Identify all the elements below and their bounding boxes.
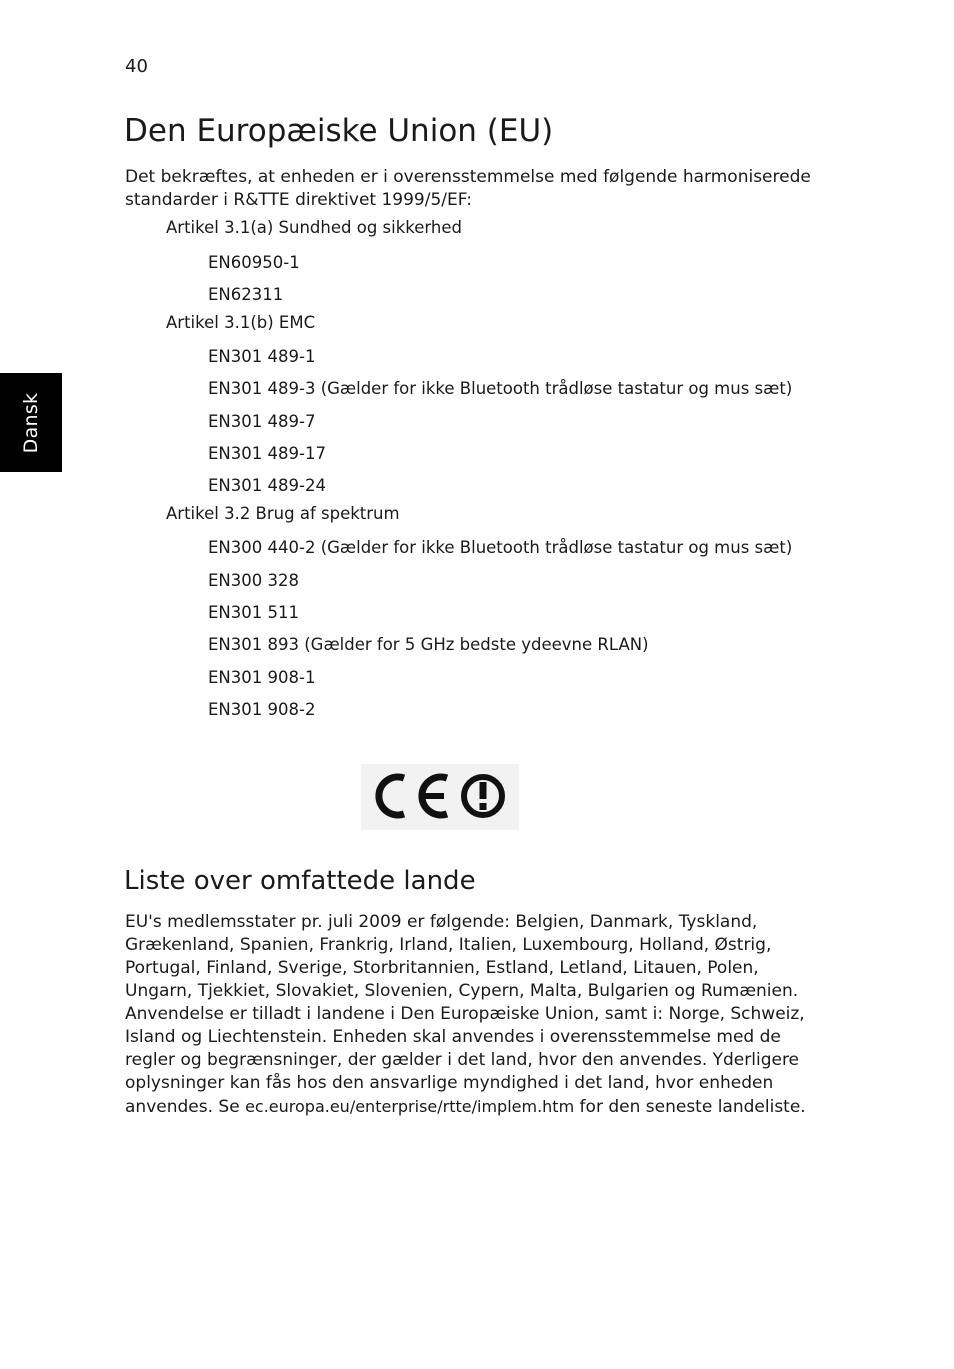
page-title: Den Europæiske Union (EU) [124,113,554,149]
standard-item: EN301 489-24 [208,476,326,495]
standard-item: EN301 489-1 [208,347,316,366]
section-heading-health-safety: Artikel 3.1(a) Sundhed og sikkerhed [166,218,462,237]
standard-item: EN301 489-17 [208,444,326,463]
standard-item: EN300 328 [208,571,299,590]
standard-item: EN60950-1 [208,253,300,272]
side-tab-language [0,373,62,472]
ce-alert-mark-icon [361,764,519,830]
countries-text-end: for den seneste landeliste. [574,1097,806,1117]
standard-item: EN62311 [208,285,284,304]
standard-item: EN301 908-2 [208,700,316,719]
section-heading-spectrum: Artikel 3.2 Brug af spektrum [166,504,400,523]
section-title-countries: Liste over omfattede lande [124,866,476,896]
standard-item: EN301 489-7 [208,412,316,431]
standard-item: EN300 440-2 (Gælder for ikke Bluetooth trådløse tastatur og mus sæt) [208,538,793,557]
page-number: 40 [125,56,148,77]
section-heading-emc: Artikel 3.1(b) EMC [166,313,316,332]
ec-europa-link[interactable]: ec.europa.eu/enterprise/rtte/implem.htm [245,1097,575,1116]
side-tab-label: Dansk [20,392,42,453]
standard-item: EN301 511 [208,603,299,622]
standard-item: EN301 893 (Gælder for 5 GHz bedste ydeevne RLAN) [208,635,649,654]
standard-item: EN301 908-1 [208,668,316,687]
intro-paragraph: Det bekræftes, at enheden er i overensstemmelse med følgende harmoniserede standarder i R&TTE direktivet 1999/5/EF: [125,167,811,210]
countries-paragraph [125,911,825,1119]
standard-item: EN301 489-3 (Gælder for ikke Bluetooth trådløse tastatur og mus sæt) [208,379,793,398]
countries-text: EU's medlemsstater pr. juli 2009 er følgende: Belgien, Danmark, Tyskland, Grækenland, Spanien, Frankrig, Irland, Italien, Luxembourg, Holland, Østrig, Portugal, Finland, Sverige, Storbritannien, Estland, Letland, Litauen, Polen, Ungarn, Tjekkiet, Slovakiet, Slovenien, Cypern, Malta, Bulgarien og Rumænien. Anvendelse er tilladt i landene i Den Europæiske Union, samt i: Norge, Schweiz, Island og Liechtenstein. Enheden skal anvendes i overensstemmelse med de regler og begrænsninger, der gælder i det land, hvor den anvendes. Yderligere oplysninger kan fås hos den ansvarlige myndighed i det land, hvor enheden anvendes. Se [125,912,805,1117]
